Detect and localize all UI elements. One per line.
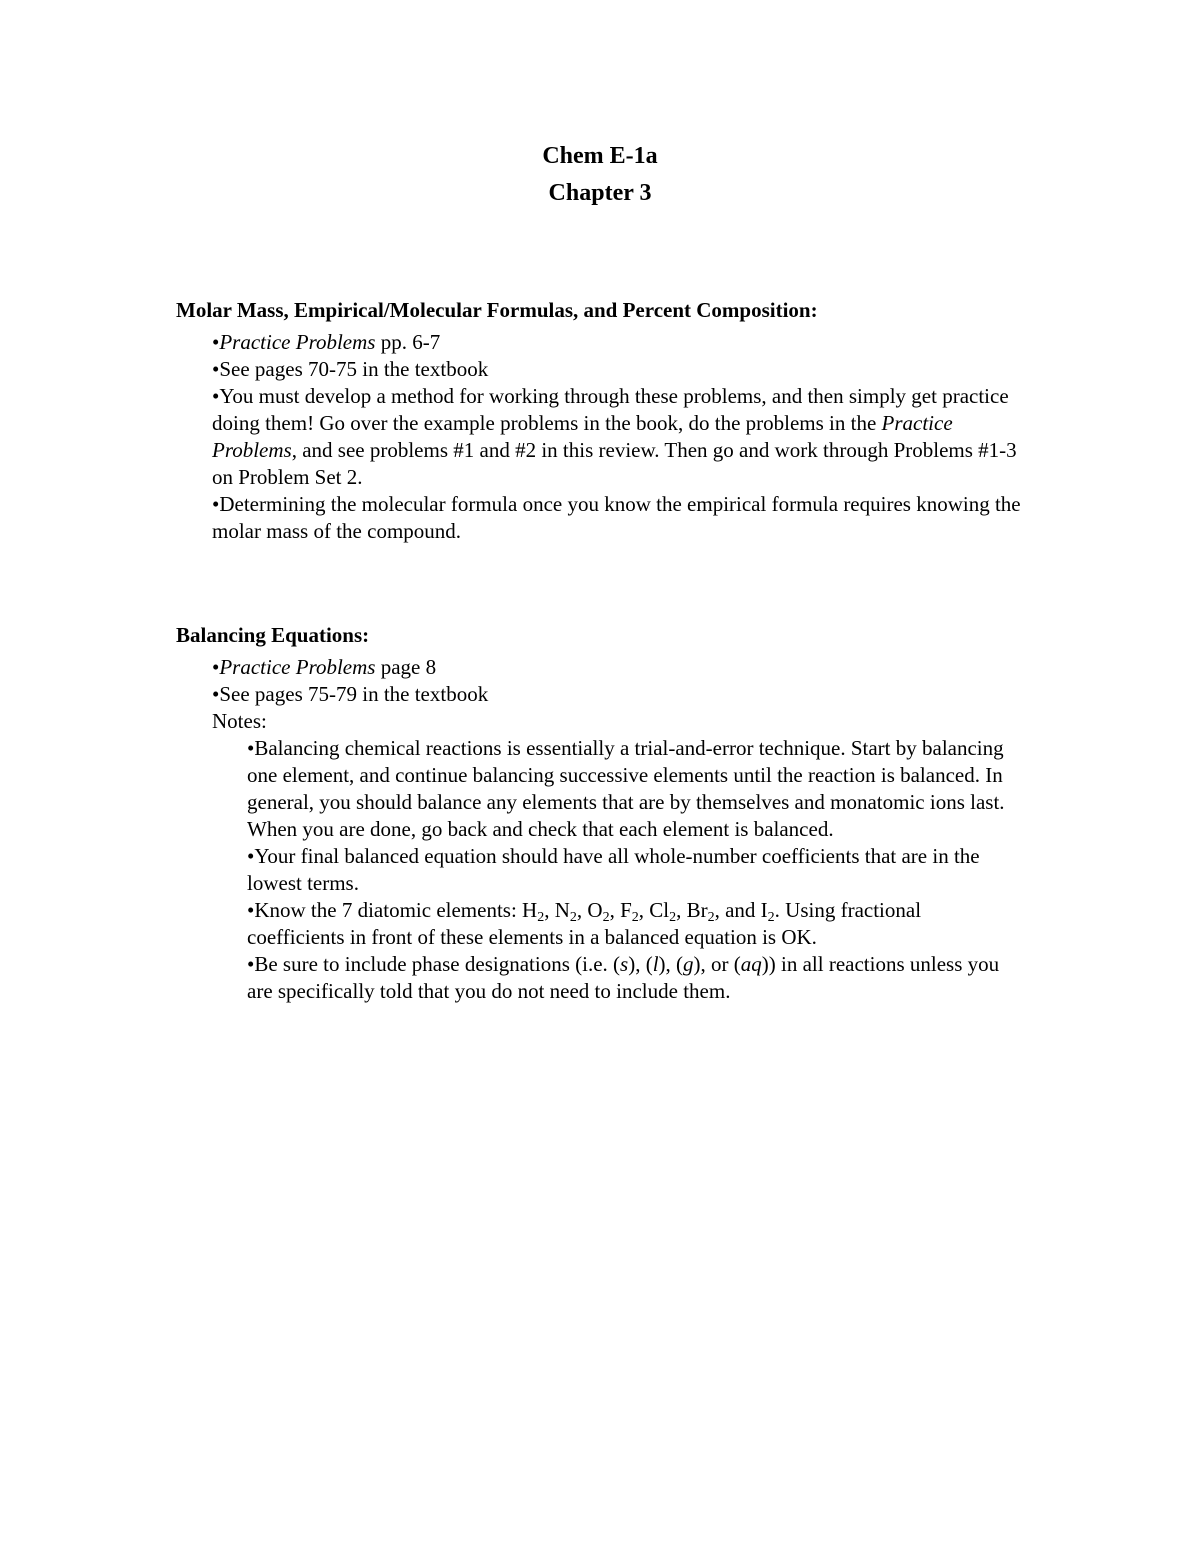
list-item: •See pages 70-75 in the textbook [212,357,489,381]
notes-label: Notes: [212,709,267,733]
practice-problems-ref: Practice Problems [212,411,953,462]
separator: , and [714,898,761,922]
phase-gas: g [683,952,694,976]
bullet: • [212,655,220,679]
separator: ), ( [628,952,653,976]
separator: , [676,898,687,922]
phase-aqueous: aq [740,952,762,976]
subscript: 2 [537,910,545,925]
note-item-diatomic [247,897,1022,951]
subscript: 2 [767,910,775,925]
note-text: )) in all reactions unless you are specifically told that you do not need to include them. [247,952,1000,1003]
item-text: •You must develop a method for working through these problems, and then simply get practice doing them! Go over the example problems in the book, do the problems in the [212,384,1009,435]
list-item: •Determining the molecular formula once you know the empirical formula requires knowing the molar mass of the compound. [212,492,1021,543]
list-item: •See pages 75-79 in the textbook [212,682,489,706]
element-symbol: O [587,898,603,922]
element-symbol: N [554,898,570,922]
element-symbol: F [620,898,632,922]
element-symbol: Br [686,898,708,922]
practice-problems-ref: Practice Problems [219,655,376,679]
chapter-title: Chapter 3 [548,180,652,206]
practice-problems-ref: Practice Problems [219,330,376,354]
subscript: 2 [669,910,677,925]
section-heading-balancing: Balancing Equations: [176,623,370,647]
note-text: •Know the 7 diatomic elements: [247,898,523,922]
note-item: •Balancing chemical reactions is essentially a trial-and-error technique. Start by balancing one element, and continue balancing successive elements until the reaction is balanced. In general, you should balance any elements that are by themselves and monatomic ions last. When you are done, go back and check that each element is balanced. [247,736,1005,841]
element-symbol: H [522,898,538,922]
phase-liquid: l [652,952,659,976]
section-molar-mass-list [212,329,1022,545]
separator: ), or ( [693,952,741,976]
separator: , [544,898,555,922]
separator: , [638,898,650,922]
phase-solid: s [620,952,629,976]
separator: ), ( [658,952,684,976]
note-item-phase [247,951,1022,1005]
list-item [212,329,1022,356]
document-title: Chem E-1a [542,143,658,169]
subscript: 2 [707,910,715,925]
note-text: . Using fractional coefficients in front of these elements in a balanced equation is OK. [247,898,922,949]
separator: , [609,898,621,922]
list-item [212,654,1022,681]
page-ref: pp. 6-7 [375,330,441,354]
section-balancing-list [212,654,1022,1005]
subscript: 2 [631,910,639,925]
subscript: 2 [602,910,610,925]
item-text: , and see problems #1 and #2 in this review. Then go and work through Problems #1-3 on Problem Set 2. [212,438,1017,489]
page-ref: page 8 [375,655,437,679]
bullet: • [212,330,220,354]
note-text: •Be sure to include phase designations (i.e. ( [247,952,621,976]
separator: , [576,898,588,922]
subscript: 2 [569,910,577,925]
element-symbol: I [760,898,768,922]
element-symbol: Cl [649,898,670,922]
notes-list [247,735,1022,1005]
note-item: •Your final balanced equation should have all whole-number coefficients that are in the lowest terms. [247,844,980,895]
list-item [212,383,1022,491]
section-heading-molar-mass: Molar Mass, Empirical/Molecular Formulas, and Percent Composition: [176,298,818,322]
